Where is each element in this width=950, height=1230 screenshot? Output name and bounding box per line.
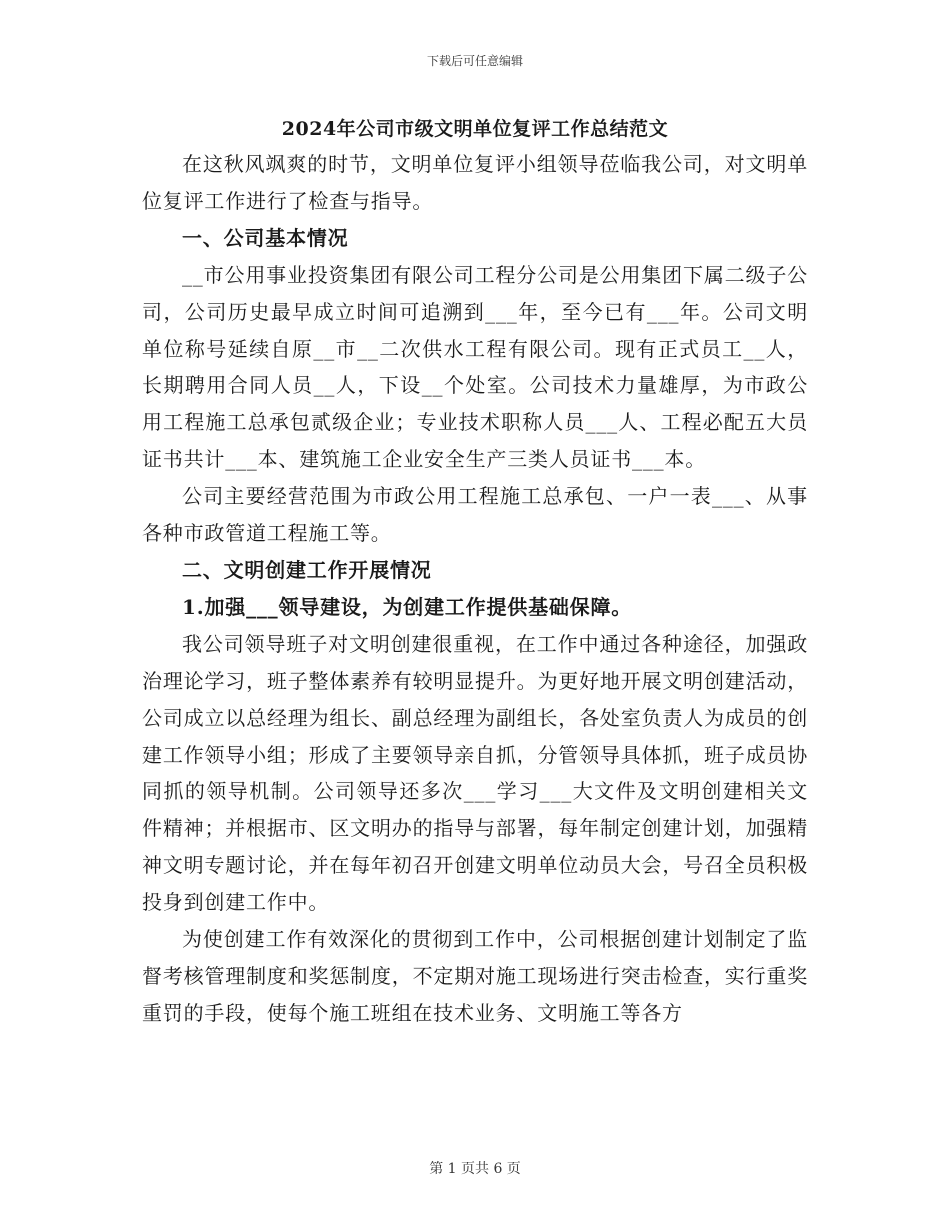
document-body — [142, 146, 808, 1032]
paragraph-company-profile: __市公用事业投资集团有限公司工程分公司是公用集团下属二级子公司，公司历史最早成立时间可追溯到___年，至今已有___年。公司文明单位称号延续自原__市__二次供水工程有限公司。现有正式员工__人，长期聘用合同人员__人，下设__个处室。公司技术力量雄厚，为市政公用工程施工总承包贰级企业；专业技术职称人员___人、工程必配五大员证书共计___本、建筑施工企业安全生产三类人员证书___本。 — [142, 262, 808, 472]
document-title: 2024年公司市级文明单位复评工作总结范文 — [281, 118, 669, 140]
section-heading-civilization-work: 二、文明创建工作开展情况 — [182, 557, 432, 582]
header-note: 下载后可任意编辑 — [426, 54, 523, 68]
section-heading-basic-info: 一、公司基本情况 — [182, 225, 349, 250]
paragraph-business-scope: 公司主要经营范围为市政公用工程施工总承包、一户一表___、从事各种市政管道工程施工等。 — [142, 484, 808, 546]
paragraph-intro: 在这秋风飒爽的时节，文明单位复评小组领导莅临我公司，对文明单位复评工作进行了检查与指导。 — [142, 152, 808, 213]
page-number: 第 1 页共 6 页 — [429, 1161, 521, 1177]
subsection-heading-leadership: 1.加强___领导建设，为创建工作提供基础保障。 — [182, 594, 633, 619]
paragraph-leadership-details: 我公司领导班子对文明创建很重视，在工作中通过各种途径，加强政治理论学习，班子整体素养有较明显提升。为更好地开展文明创建活动，公司成立以总经理为组长、副总经理为副组长，各处室负责人为成员的创建工作领导小组；形成了主要领导亲自抓，分管领导具体抓，班子成员协同抓的领导机制。公司领导还多次___学习___大文件及文明创建相关文件精神；并根据市、区文明办的指导与部署，每年制定创建计划，加强精神文明专题讨论，并在每年初召开创建文明单位动员大会，号召全员积极投身到创建工作中。 — [142, 631, 808, 915]
paragraph-supervision: 为使创建工作有效深化的贯彻到工作中，公司根据创建计划制定了监督考核管理制度和奖惩制度，不定期对施工现场进行突击检查，实行重奖重罚的手段，使每个施工班组在技术业务、文明施工等各方 — [142, 927, 808, 1025]
